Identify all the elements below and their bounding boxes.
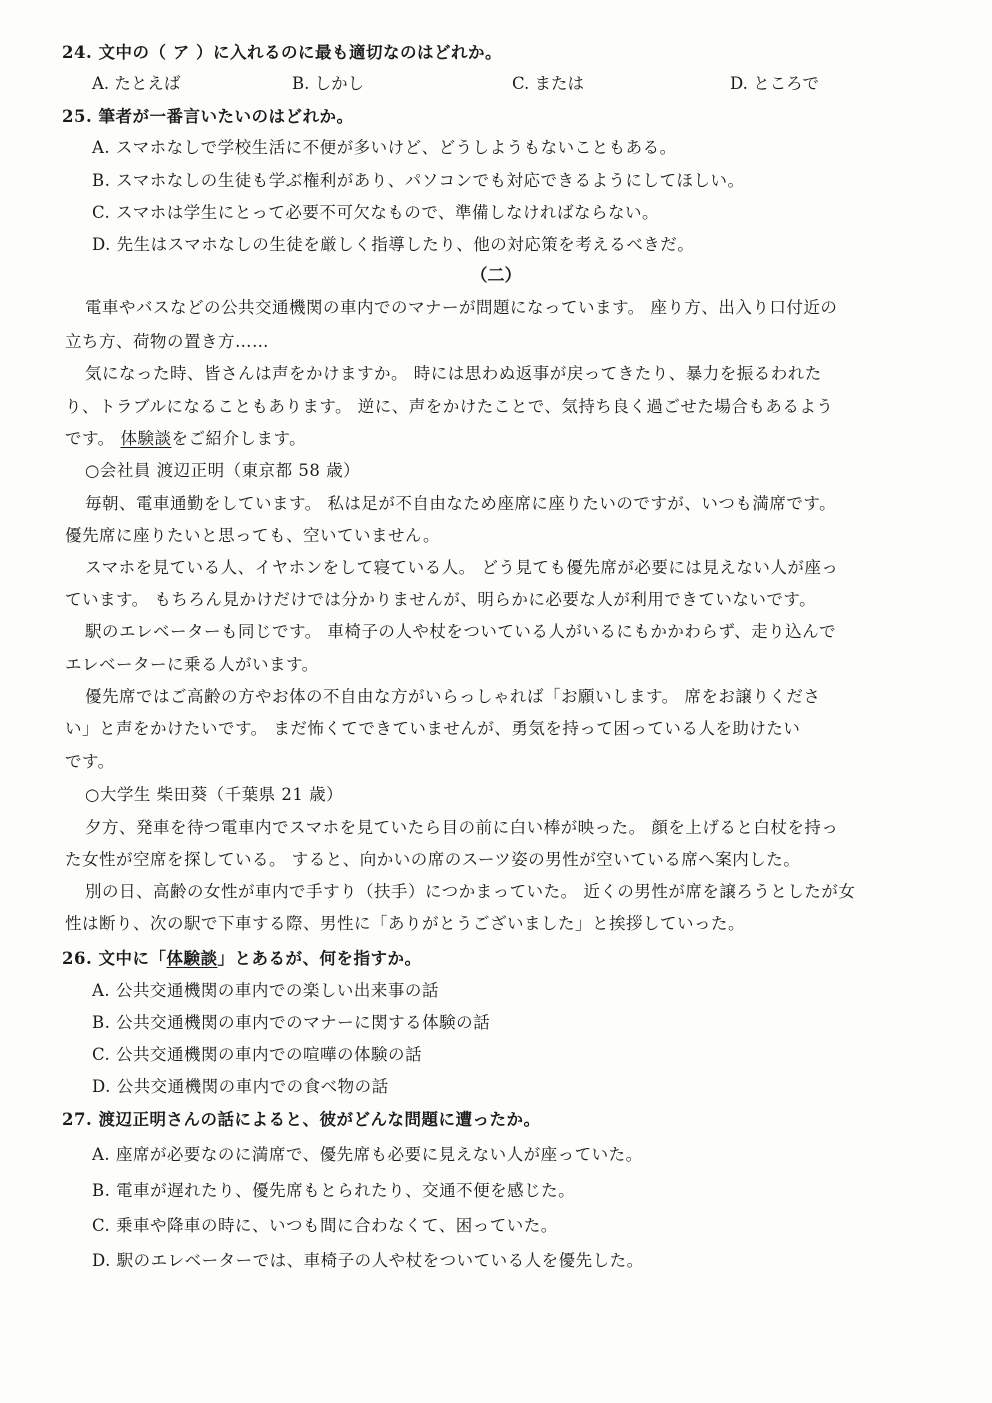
q24-option-b: B. しかし bbox=[292, 74, 365, 93]
passage-p2-line3-before: です。 bbox=[65, 429, 121, 448]
section-title: （二） bbox=[470, 266, 522, 286]
q24-option-d: D. ところで bbox=[730, 74, 819, 93]
passage-p8-line2: 性は断り、次の駅で下車する際、男性に「ありがとうございました」と挨拶していった。 bbox=[65, 914, 745, 933]
q25-option-c: C. スマホは学生にとって必要不可欠なもので、準備しなければならない。 bbox=[92, 203, 660, 222]
q26-stem-underlined: 体験談 bbox=[166, 949, 218, 968]
person2-heading: ○大学生 柴田葵（千葉県 21 歳） bbox=[85, 785, 344, 804]
question-24-stem: 24. 文中の（ ア ）に入れるのに最も適切なのはどれか。 bbox=[62, 43, 502, 62]
q27-option-c: C. 乗車や降車の時に、いつも間に合わなくて、困っていた。 bbox=[92, 1216, 558, 1235]
question-26-stem bbox=[62, 948, 421, 970]
passage-p7-line1: 夕方、発車を待つ電車内でスマホを見ていたら目の前に白い棒が映った。 顔を上げると白杖を持っ bbox=[85, 818, 839, 837]
q26-option-c: C. 公共交通機関の車内での喧嘩の体験の話 bbox=[92, 1045, 423, 1064]
passage-p7-line2: た女性が空席を探している。 すると、向かいの席のスーツ姿の男性が空いている席へ案内した。 bbox=[65, 850, 801, 869]
q26-stem-before: 26. 文中に「 bbox=[62, 949, 167, 968]
q25-option-d: D. 先生はスマホなしの生徒を厳しく指導したり、他の対応策を考えるべきだ。 bbox=[92, 235, 695, 254]
q25-option-a: A. スマホなしで学校生活に不便が多いけど、どうしようもないこともある。 bbox=[92, 138, 677, 157]
q26-option-a: A. 公共交通機関の車内での楽しい出来事の話 bbox=[92, 981, 439, 1000]
passage-p2-line3 bbox=[65, 428, 306, 450]
passage-p2-line3-after: をご紹介します。 bbox=[171, 429, 307, 448]
passage-p5-line2: エレベーターに乗る人がいます。 bbox=[65, 655, 319, 674]
passage-p1-line1: 電車やバスなどの公共交通機関の車内でのマナーが問題になっています。 座り方、出入り口付近の bbox=[85, 298, 838, 317]
q25-option-b: B. スマホなしの生徒も学ぶ権利があり、パソコンでも対応できるようにしてほしい。 bbox=[92, 171, 745, 190]
passage-p4-line1: スマホを見ている人、イヤホンをして寝ている人。 どう見ても優先席が必要には見えない人が座っ bbox=[85, 558, 839, 577]
passage-p8-line1: 別の日、高齢の女性が車内で手すり（扶手）につかまっていた。 近くの男性が席を譲ろうとしたが女 bbox=[85, 882, 856, 901]
q24-option-c: C. または bbox=[512, 74, 585, 93]
passage-p2-line1: 気になった時、皆さんは声をかけますか。 時には思わぬ返事が戻ってきたり、暴力を振るわれた bbox=[85, 364, 822, 383]
passage-p5-line1: 駅のエレベーターも同じです。 車椅子の人や杖をついている人がいるにもかかわらず、走り込んで bbox=[85, 622, 837, 641]
q27-option-b: B. 電車が遅れたり、優先席もとられたり、交通不便を感じた。 bbox=[92, 1181, 576, 1200]
question-25-stem: 25. 筆者が一番言いたいのはどれか。 bbox=[62, 107, 354, 126]
passage-p4-line2: ています。 もちろん見かけだけでは分かりませんが、明らかに必要な人が利用できていないです。 bbox=[65, 590, 817, 609]
passage-p6-line3: です。 bbox=[65, 752, 115, 771]
q27-option-a: A. 座席が必要なのに満席で、優先席も必要に見えない人が座っていた。 bbox=[92, 1145, 643, 1164]
question-27-stem: 27. 渡辺正明さんの話によると、彼がどんな問題に遭ったか。 bbox=[62, 1110, 541, 1129]
passage-p6-line2: い」と声をかけたいです。 まだ怖くてできていませんが、勇気を持って困っている人を助けたい bbox=[65, 719, 801, 738]
q26-stem-after: 」とあるが、何を指すか。 bbox=[217, 949, 422, 968]
passage-p3-line1: 毎朝、電車通勤をしています。 私は足が不自由なため座席に座りたいのですが、いつも満席です。 bbox=[85, 494, 837, 513]
experience-story-underlined: 体験談 bbox=[120, 429, 172, 448]
q26-option-b: B. 公共交通機関の車内でのマナーに関する体験の話 bbox=[92, 1013, 491, 1032]
passage-p3-line2: 優先席に座りたいと思っても、空いていません。 bbox=[65, 526, 440, 545]
passage-p6-line1: 優先席ではご高齢の方やお体の不自由な方がいらっしゃれば「お願いします。 席をお譲りくださ bbox=[85, 687, 821, 706]
person1-heading: ○会社員 渡辺正明（東京都 58 歳） bbox=[85, 461, 361, 480]
q27-option-d: D. 駅のエレベーターでは、車椅子の人や杖をついている人を優先した。 bbox=[92, 1251, 644, 1270]
q24-option-a: A. たとえば bbox=[92, 74, 181, 93]
q26-option-d: D. 公共交通機関の車内での食べ物の話 bbox=[92, 1077, 389, 1096]
passage-p1-line2: 立ち方、荷物の置き方…… bbox=[65, 332, 269, 351]
passage-p2-line2: り、トラブルになることもあります。 逆に、声をかけたことで、気持ち良く過ごせた場合もあるよう bbox=[65, 397, 834, 416]
